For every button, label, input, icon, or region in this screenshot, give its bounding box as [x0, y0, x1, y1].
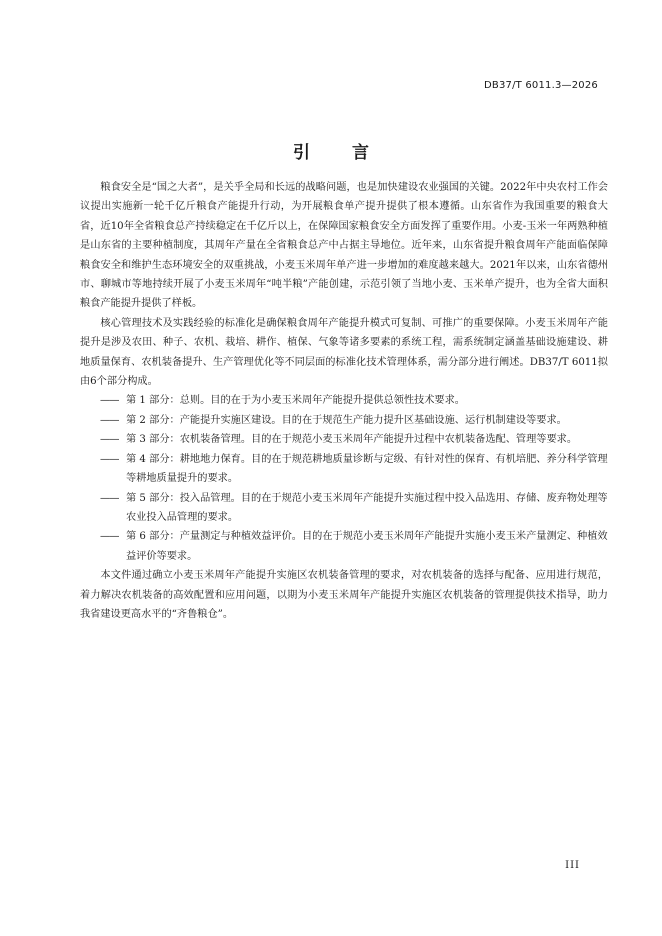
document-code: DB37/T 6011.3—2026: [484, 80, 598, 91]
intro-paragraph-1: 粮食安全是“国之大者”，是关乎全局和长远的战略问题，也是加快建设农业强国的关键。2022年中央农村工作会议提出实施新一轮千亿斤粮食产能提升行动，为开展粮食单产提升提供了根本遵循。山东省作为我国重要的粮食大省，近10年全省粮食总产持续稳定在千亿斤以上，在保障国家粮食安全方面发挥了重要作用。小麦-玉米一年两熟种植是山东省的主要种植制度，其周年产量在全省粮食总产中占据主导地位。近年来，山东省提升粮食周年产能面临保障粮食安全和维护生态环境安全的双重挑战，小麦玉米周年单产进一步增加的难度越来越大。2021年以来，山东省德州市、聊城市等地持续开展了小麦玉米周年“吨半粮”产能创建，示范引领了当地小麦、玉米单产提升，也为全省大面积粮食产能提升提供了样板。: [80, 182, 608, 310]
list-item: [80, 391, 608, 410]
em-dash: ——: [100, 492, 119, 504]
part-4-text: 第 4 部分：耕地地力保育。目的在于规范耕地质量诊断与定级、有针对性的保育、有机培肥、养分科学管理等耕地质量提升的要求。: [126, 453, 608, 485]
page-title: 引 言: [293, 143, 387, 163]
em-dash: ——: [100, 453, 119, 465]
part-6-text: 第 6 部分：产量测定与种植效益评价。目的在于规范小麦玉米周年产能提升实施小麦玉米产量测定、种植效益评价等要求。: [126, 531, 608, 562]
part-3-text: 第 3 部分：农机装备管理。目的在于规范小麦玉米周年产能提升过程中农机装备选配、管理等要求。: [126, 434, 578, 446]
em-dash: ——: [100, 531, 119, 543]
part-5-text: 第 5 部分：投入品管理。目的在于规范小麦玉米周年产能提升实施过程中投入品选用、存储、废弃物处理等农业投入品管理的要求。: [126, 492, 608, 523]
closing-paragraph: 本文件通过确立小麦玉米周年产能提升实施区农机装备管理的要求，对农机装备的选择与配备、应用进行规范，着力解决农机装备的高效配置和应用问题，以期为小麦玉米周年产能提升实施区农机装备的管理提供技术指导，助力我省建设更高水平的“齐鲁粮仓”。: [80, 570, 608, 620]
parts-list: [80, 391, 608, 566]
list-item: [80, 430, 608, 449]
introduction-body: [80, 178, 608, 624]
list-item: [80, 450, 608, 489]
part-2-text: 第 2 部分：产能提升实施区建设。目的在于规范生产能力提升区基础设施、运行机制建设等要求。: [126, 414, 567, 426]
em-dash: ——: [100, 434, 119, 446]
page-number: III: [565, 860, 580, 871]
em-dash: ——: [100, 395, 119, 407]
list-item: [80, 489, 608, 528]
list-item: [80, 411, 608, 430]
list-item: [80, 527, 608, 566]
part-1-text: 第 1 部分：总则。目的在于为小麦玉米周年产能提升提供总领性技术要求。: [126, 395, 465, 407]
em-dash: ——: [100, 414, 119, 426]
intro-paragraph-2: 核心管理技术及实践经验的标准化是确保粮食周年产能提升模式可复制、可推广的重要保障。小麦玉米周年产能提升是涉及农田、种子、农机、栽培、耕作、植保、气象等诸多要素的系统工程，需系统制定涵盖基础设施建设、耕地质量保育、农机装备提升、生产管理优化等不同层面的标准化技术管理体系，需分部分进行阐述。DB37/T 6011拟由6个部分构成。: [80, 317, 608, 388]
